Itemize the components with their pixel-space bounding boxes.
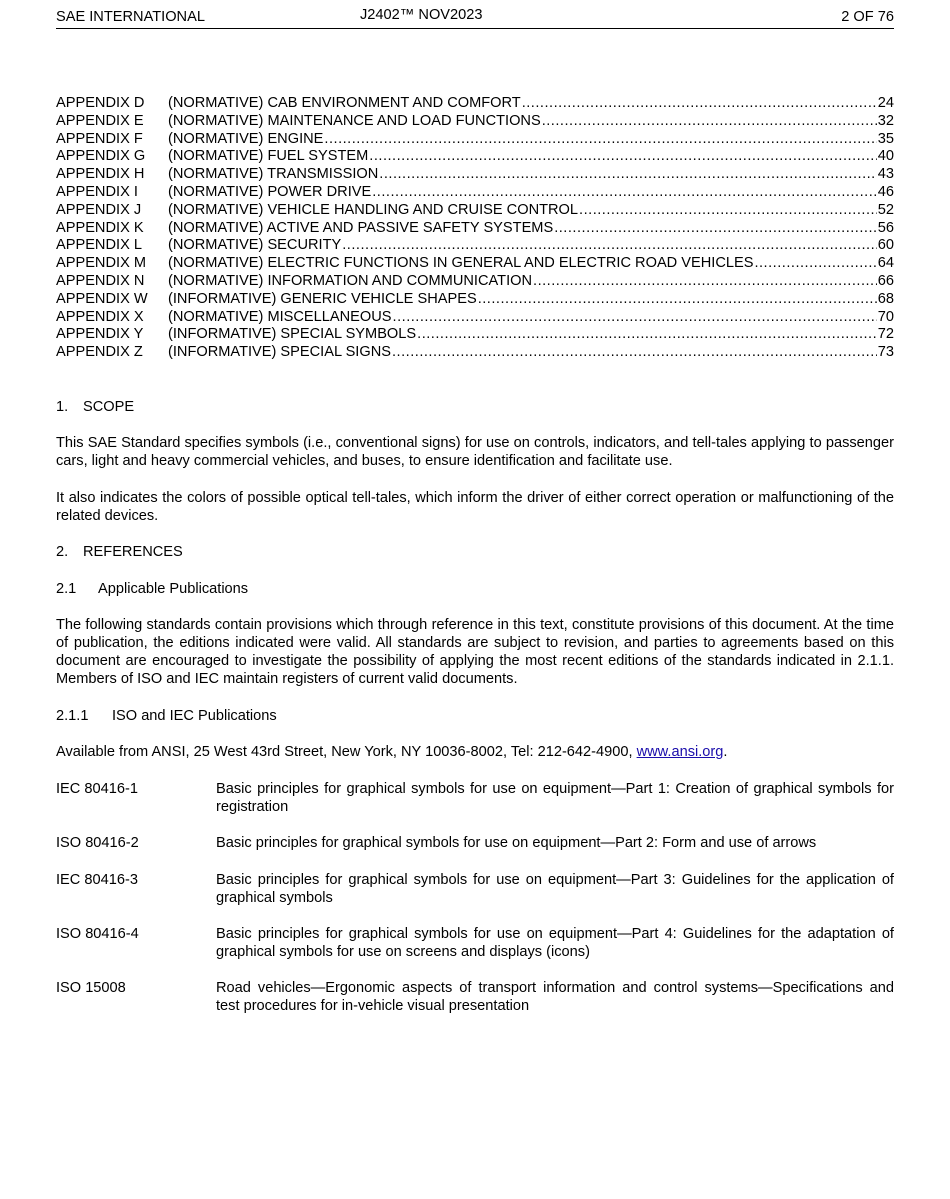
toc-title: (NORMATIVE) ACTIVE AND PASSIVE SAFETY SYSTEMS xyxy=(168,219,554,236)
toc-label: APPENDIX Y xyxy=(56,326,144,343)
toc-leader xyxy=(579,201,877,219)
toc-row[interactable] xyxy=(56,130,894,148)
scope-paragraph-2: It also indicates the colors of possible optical tell-tales, which inform the driver of either correct operation or malfunctioning of the related devices. xyxy=(56,490,894,524)
section-heading-references xyxy=(56,543,894,561)
toc-label: APPENDIX G xyxy=(56,148,146,165)
toc-page: 64 xyxy=(877,255,894,272)
scope-paragraph-1: This SAE Standard specifies symbols (i.e., conventional signs) for use on controls, indicators, and tell-tales applying to passenger cars, light and heavy commercial vehicles, and buses, to ensure identification and facilitate use. xyxy=(56,435,894,469)
toc-row[interactable] xyxy=(56,325,894,343)
section-number: 2. xyxy=(56,544,69,560)
toc-page: 72 xyxy=(877,326,894,343)
subsection-number: 2.1 xyxy=(56,581,77,597)
toc-label: APPENDIX H xyxy=(56,166,145,183)
header-page-number: 2 OF 76 xyxy=(841,9,894,25)
toc-page: 24 xyxy=(877,95,894,111)
toc-row[interactable] xyxy=(56,165,894,183)
toc-leader xyxy=(542,112,877,130)
toc-leader xyxy=(533,272,877,290)
reference-description: Basic principles for graphical symbols for use on equipment—Part 4: Guidelines for the adaptation of graphical symbols for use on screens and displays (icons) xyxy=(216,926,894,960)
toc-label: APPENDIX M xyxy=(56,255,147,272)
toc-label: APPENDIX N xyxy=(56,272,145,289)
section-number: 1. xyxy=(56,399,69,415)
subsection-heading-iso-iec xyxy=(56,707,894,725)
header-document-id: J2402™ NOV2023 xyxy=(360,7,483,23)
toc-label: APPENDIX K xyxy=(56,219,144,236)
toc-row[interactable] xyxy=(56,254,894,272)
reference-description: Basic principles for graphical symbols for use on equipment—Part 2: Form and use of arrows xyxy=(216,835,817,851)
reference-item xyxy=(56,834,894,852)
toc-title: (NORMATIVE) ELECTRIC FUNCTIONS IN GENERAL AND ELECTRIC ROAD VEHICLES xyxy=(168,255,754,272)
toc-label: APPENDIX D xyxy=(56,95,145,111)
toc-label: APPENDIX W xyxy=(56,290,148,307)
subsection-title: Applicable Publications xyxy=(98,581,249,597)
toc-leader xyxy=(522,94,877,112)
toc-row[interactable] xyxy=(56,236,894,254)
toc-leader xyxy=(372,183,877,201)
toc-title: (NORMATIVE) POWER DRIVE xyxy=(168,183,372,200)
toc-row[interactable] xyxy=(56,308,894,326)
toc-leader xyxy=(324,130,876,148)
toc-title: (NORMATIVE) INFORMATION AND COMMUNICATION xyxy=(168,272,533,289)
toc-leader xyxy=(393,308,877,326)
toc-row[interactable] xyxy=(56,94,894,112)
reference-item xyxy=(56,925,894,961)
toc-page: 46 xyxy=(877,183,894,200)
toc-title: (INFORMATIVE) SPECIAL SYMBOLS xyxy=(168,326,417,343)
header-organization: SAE INTERNATIONAL xyxy=(56,9,205,25)
toc-leader xyxy=(392,343,877,361)
reference-item xyxy=(56,979,894,1015)
reference-item xyxy=(56,871,894,907)
toc-title: (NORMATIVE) TRANSMISSION xyxy=(168,166,379,183)
reference-code: IEC 80416-3 xyxy=(56,872,138,888)
toc-row[interactable] xyxy=(56,201,894,219)
table-of-contents xyxy=(56,94,894,361)
section-title: REFERENCES xyxy=(83,544,183,560)
toc-title: (NORMATIVE) MAINTENANCE AND LOAD FUNCTIONS xyxy=(168,112,541,129)
toc-page: 43 xyxy=(877,166,894,183)
toc-page: 56 xyxy=(877,219,894,236)
availability-line xyxy=(56,743,894,761)
toc-label: APPENDIX I xyxy=(56,183,138,200)
availability-text: Available from ANSI, 25 West 43rd Street, New York, NY 10036-8002, Tel: 212-642-4900, xyxy=(56,744,637,760)
ansi-link[interactable]: www.ansi.org xyxy=(636,744,724,760)
toc-row[interactable] xyxy=(56,290,894,308)
subsection-number: 2.1.1 xyxy=(56,708,89,724)
toc-row[interactable] xyxy=(56,112,894,130)
toc-page: 35 xyxy=(877,130,894,147)
toc-leader xyxy=(342,236,877,254)
section-title: SCOPE xyxy=(83,399,135,415)
toc-leader xyxy=(369,147,876,165)
toc-page: 70 xyxy=(877,308,894,325)
toc-title: (INFORMATIVE) SPECIAL SIGNS xyxy=(168,344,391,361)
reference-description: Basic principles for graphical symbols for use on equipment—Part 3: Guidelines for the application of graphical symbols xyxy=(216,872,894,906)
availability-end: . xyxy=(723,744,728,760)
toc-leader xyxy=(417,325,877,343)
reference-item xyxy=(56,780,894,816)
toc-label: APPENDIX L xyxy=(56,237,142,254)
section-heading-scope xyxy=(56,398,894,416)
toc-page: 60 xyxy=(877,237,894,254)
toc-title: (NORMATIVE) MISCELLANEOUS xyxy=(168,308,392,325)
toc-leader xyxy=(754,254,876,272)
toc-leader xyxy=(554,219,877,237)
toc-page: 40 xyxy=(877,148,894,165)
reference-description: Basic principles for graphical symbols for use on equipment—Part 1: Creation of graphical symbols for registration xyxy=(216,781,894,815)
toc-label: APPENDIX F xyxy=(56,130,143,147)
subsection-title: ISO and IEC Publications xyxy=(112,708,277,724)
toc-title: (NORMATIVE) FUEL SYSTEM xyxy=(168,148,369,165)
reference-code: ISO 80416-4 xyxy=(56,926,139,942)
toc-label: APPENDIX J xyxy=(56,201,142,218)
reference-description: Road vehicles—Ergonomic aspects of transport information and control systems—Specifications and test procedures for in-vehicle visual presentation xyxy=(216,980,894,1014)
toc-title: (NORMATIVE) SECURITY xyxy=(168,237,342,254)
toc-page: 66 xyxy=(877,272,894,289)
toc-leader xyxy=(379,165,876,183)
toc-page: 52 xyxy=(877,201,894,218)
toc-label: APPENDIX E xyxy=(56,112,144,129)
reference-code: ISO 15008 xyxy=(56,980,126,996)
applicable-publications-paragraph: The following standards contain provisions which through reference in this text, constitute provisions of this document. At the time of publication, the editions indicated were valid. All standards are subject to revision, and parties to agreements based on this document are encouraged to investigate the possibility of applying the most recent editions of the standards indicated in 2.1.1. Members of ISO and IEC maintain registers of current valid documents. xyxy=(56,617,894,687)
page-header xyxy=(56,6,894,29)
subsection-heading-applicable-publications xyxy=(56,580,894,598)
reference-code: IEC 80416-1 xyxy=(56,781,138,797)
toc-row[interactable] xyxy=(56,183,894,201)
toc-row[interactable] xyxy=(56,343,894,361)
toc-label: APPENDIX X xyxy=(56,308,144,325)
toc-title: (NORMATIVE) ENGINE xyxy=(168,130,324,147)
toc-page: 73 xyxy=(877,344,894,361)
toc-row[interactable] xyxy=(56,272,894,290)
toc-row[interactable] xyxy=(56,219,894,237)
toc-leader xyxy=(478,290,877,308)
toc-page: 68 xyxy=(877,290,894,307)
toc-title: (INFORMATIVE) GENERIC VEHICLE SHAPES xyxy=(168,290,477,307)
toc-label: APPENDIX Z xyxy=(56,344,143,361)
toc-page: 32 xyxy=(877,112,894,129)
toc-row[interactable] xyxy=(56,147,894,165)
toc-title: (NORMATIVE) VEHICLE HANDLING AND CRUISE CONTROL xyxy=(168,201,579,218)
reference-code: ISO 80416-2 xyxy=(56,835,139,851)
toc-title: (NORMATIVE) CAB ENVIRONMENT AND COMFORT xyxy=(168,95,521,111)
